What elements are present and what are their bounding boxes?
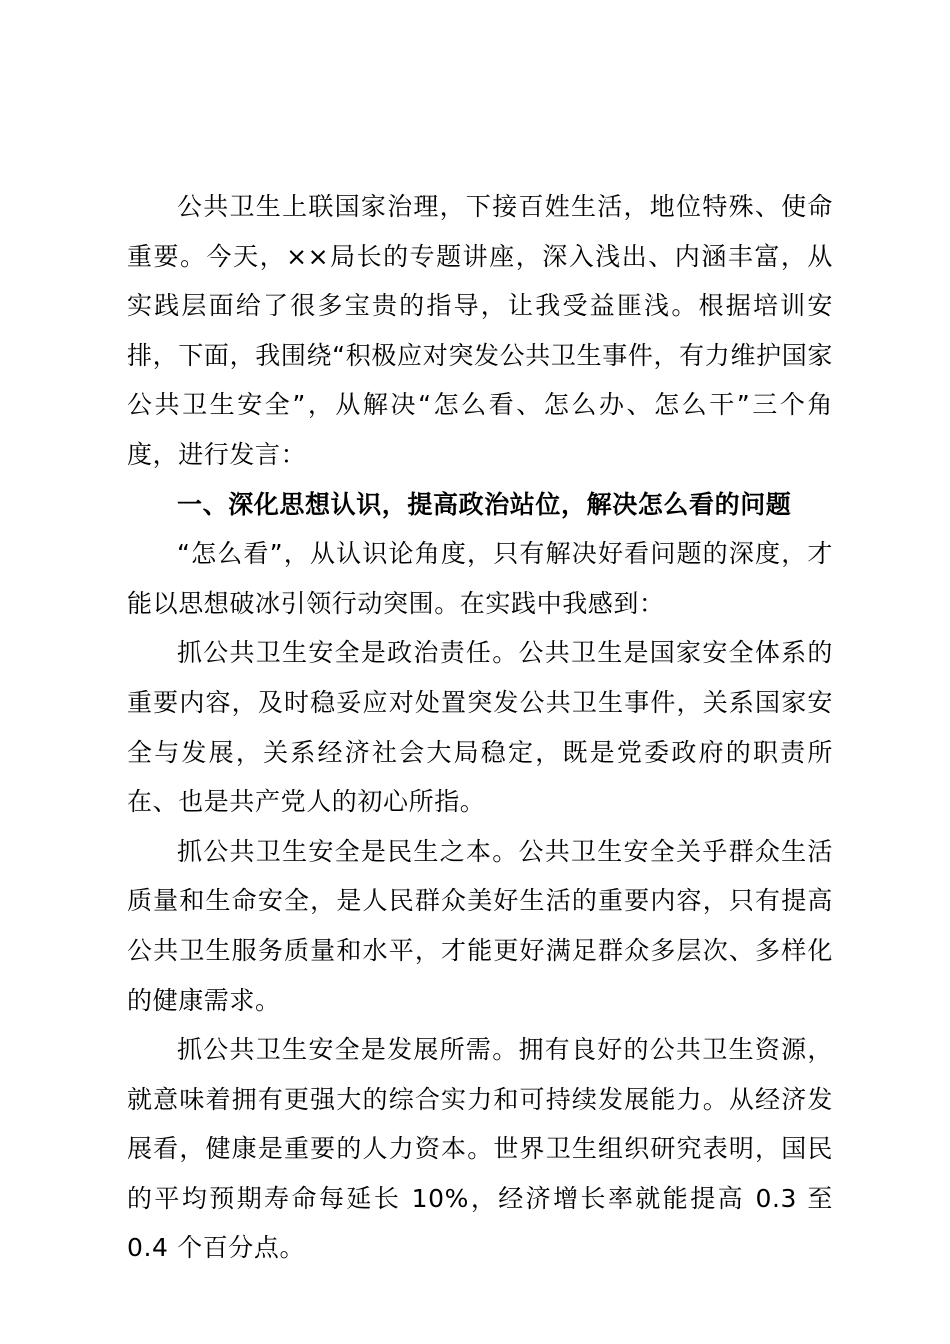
development-paragraph: 抓公共卫生安全是发展所需。拥有良好的公共卫生资源，就意味着拥有更强大的综合实力和可持续发展能力。从经济发展看，健康是重要的人力资本。世界卫生组织研究表明，国民的平均预期寿命每延长 10%，经济增长率就能提高 0.3 至 0.4 个百分点。 bbox=[127, 1035, 833, 1263]
document-body bbox=[127, 182, 833, 1273]
how-to-see-paragraph: “怎么看”，从认识论角度，只有解决好看问题的深度，才能以思想破冰引领行动突围。在实践中我感到： bbox=[127, 539, 833, 618]
livelihood-paragraph: 抓公共卫生安全是民生之本。公共卫生安全关乎群众生活质量和生命安全，是人民群众美好生活的重要内容，只有提高公共卫生服务质量和水平，才能更好满足群众多层次、多样化的健康需求。 bbox=[127, 836, 833, 1015]
intro-paragraph: 公共卫生上联国家治理，下接百姓生活，地位特殊、使命重要。今天，××局长的专题讲座，深入浅出、内涵丰富，从实践层面给了很多宝贵的指导，让我受益匪浅。根据培训安排，下面，我围绕“积极应对突发公共卫生事件，有力维护国家公共卫生安全”，从解决“怎么看、怎么办、怎么干”三个角度，进行发言： bbox=[127, 192, 833, 469]
political-responsibility-paragraph: 抓公共卫生安全是政治责任。公共卫生是国家安全体系的重要内容，及时稳妥应对处置突发公共卫生事件，关系国家安全与发展，关系经济社会大局稳定，既是党委政府的职责所在、也是共产党人的初心所指。 bbox=[127, 638, 833, 817]
section-heading: 一、深化思想认识，提高政治站位，解决怎么看的问题 bbox=[177, 489, 792, 519]
